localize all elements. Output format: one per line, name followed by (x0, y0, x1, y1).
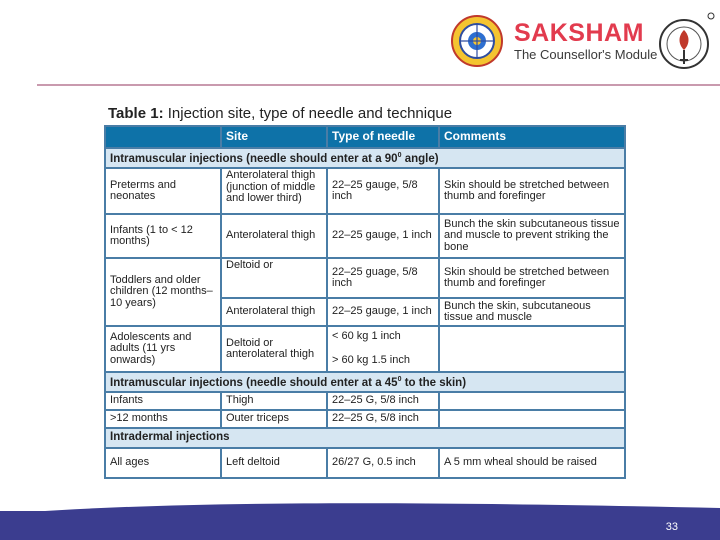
section-heading: Intramuscular injections (needle should enter at a $45^0$ to the skin) (105, 372, 625, 392)
page-number: 33 (665, 521, 678, 533)
academy-seal-icon (656, 10, 716, 74)
table-row (105, 448, 625, 478)
comment-cell: Bunch the skin subcutaneous tissue and muscle to prevent striking the bone (439, 214, 625, 258)
comment-cell: Bunch the skin, subcutaneous tissue and muscle (439, 298, 625, 326)
age-group-cell: Infants (1 to < 12 months) (105, 214, 221, 258)
emblem-logo-icon (450, 14, 504, 68)
brand-title: SAKSHAM (514, 19, 644, 47)
table-title: Table 1: Injection site, type of needle and technique (108, 105, 453, 122)
section-heading: Intradermal injections (105, 428, 625, 448)
needle-cell: 22–25 G, 5/8 inch (327, 392, 439, 410)
header-divider (37, 84, 720, 86)
age-group-cell: Preterms and neonates (105, 168, 221, 214)
header-cell: Comments (439, 126, 625, 148)
section-row (105, 372, 625, 392)
table-header-row (105, 126, 625, 148)
site-cell: Deltoid or anterolateral thigh (221, 326, 327, 372)
footer-band (0, 511, 720, 540)
table-row (105, 168, 625, 214)
comment-cell (439, 410, 625, 428)
site-cell: Anterolateral thigh (junction of middle and lower third) (221, 168, 327, 214)
table-row (105, 392, 625, 410)
needle-cell: < 60 kg 1 inch > 60 kg 1.5 inch (327, 326, 439, 372)
needle-cell: 22–25 guage, 5/8 inch (327, 258, 439, 298)
site-cell: Anterolateral thigh (221, 298, 327, 326)
needle-cell: 22–25 gauge, 5/8 inch (327, 168, 439, 214)
age-group-cell: Toddlers and older children (12 months– 10 years) (105, 258, 221, 326)
needle-cell: 26/27 G, 0.5 inch (327, 448, 439, 478)
injection-table (104, 125, 624, 492)
section-row (105, 148, 625, 168)
comment-cell (439, 392, 625, 410)
header-cell: Type of needle (327, 126, 439, 148)
age-group-cell: Infants (105, 392, 221, 410)
comment-cell: Skin should be stretched between thumb and forefinger (439, 258, 625, 298)
comment-cell (439, 326, 625, 372)
needle-cell: 22–25 G, 5/8 inch (327, 410, 439, 428)
site-cell: Outer triceps (221, 410, 327, 428)
table-row (105, 410, 625, 428)
age-group-cell: Adolescents and adults (11 yrs onwards) (105, 326, 221, 372)
site-cell: Anterolateral thigh (221, 214, 327, 258)
header-cell (105, 126, 221, 148)
table-row (105, 326, 625, 372)
site-cell: Deltoid or (221, 258, 327, 298)
comment-cell: A 5 mm wheal should be raised (439, 448, 625, 478)
needle-cell: 22–25 gauge, 1 inch (327, 298, 439, 326)
age-group-cell: All ages (105, 448, 221, 478)
brand-subtitle: The Counsellor's Module (514, 47, 658, 62)
site-cell: Thigh (221, 392, 327, 410)
site-cell: Left deltoid (221, 448, 327, 478)
header-cell: Site (221, 126, 327, 148)
needle-cell: 22–25 gauge, 1 inch (327, 214, 439, 258)
table-row (105, 214, 625, 258)
table-row (105, 258, 625, 298)
section-row (105, 428, 625, 448)
comment-cell: Skin should be stretched between thumb and forefinger (439, 168, 625, 214)
age-group-cell: >12 months (105, 410, 221, 428)
section-heading: Intramuscular injections (needle should enter at a $90^0$ angle) (105, 148, 625, 168)
